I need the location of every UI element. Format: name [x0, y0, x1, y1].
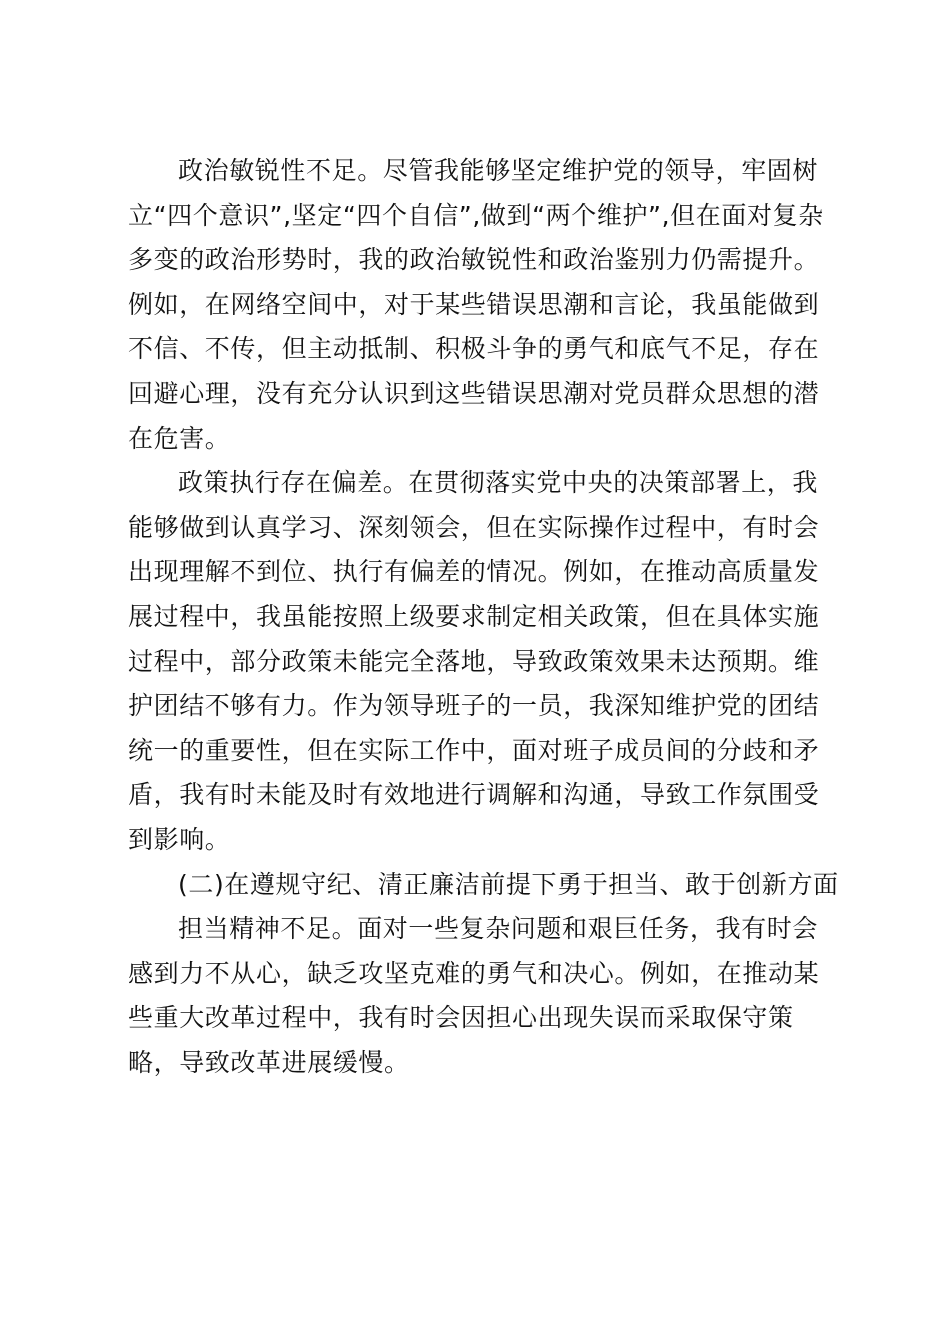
- text-line: 盾，我有时未能及时有效地进行调解和沟通，导致工作氛围受: [128, 780, 820, 810]
- text-line: 统一的重要性，但在实际工作中，面对班子成员间的分歧和矛: [128, 735, 820, 765]
- text-line: 护团结不够有力。作为领导班子的一员，我深知维护党的团结: [128, 691, 820, 721]
- text-line: 不信、不传，但主动抵制、积极斗争的勇气和底气不足，存在: [128, 334, 820, 364]
- text-line: 政治敏锐性不足。尽管我能够坚定维护党的领导，牢固树: [178, 156, 819, 185]
- text-line: 些重大改革过程中，我有时会因担心出现失误而采取保守策: [128, 1003, 794, 1033]
- paragraph-policy-execution: [128, 461, 820, 862]
- paragraph-responsibility: [128, 907, 820, 1085]
- text-line: 能够做到认真学习、深刻领会，但在实际操作过程中，有时会: [128, 512, 820, 542]
- text-line: 展过程中，我虽能按照上级要求制定相关政策，但在具体实施: [128, 601, 820, 631]
- text-line: 回避心理，没有充分认识到这些错误思潮对党员群众思想的潜: [128, 378, 820, 408]
- section-heading-two: [128, 863, 839, 908]
- text-line: 例如，在网络空间中，对于某些错误思潮和言论，我虽能做到: [128, 289, 820, 319]
- section-heading: (二)在遵规守纪、清正廉洁前提下勇于担当、敢于创新方面: [178, 869, 839, 899]
- text-line: 出现理解不到位、执行有偏差的情况。例如，在推动高质量发: [128, 557, 820, 587]
- text-line: 略，导致改革进展缓慢。: [128, 1047, 410, 1077]
- text-line: 立“四个意识”,坚定“四个自信”,做到“两个维护”,但在面对复杂: [128, 200, 824, 230]
- text-line: 感到力不从心，缺乏攻坚克难的勇气和决心。例如，在推动某: [128, 958, 820, 988]
- paragraph-political-sensitivity: [128, 149, 824, 461]
- text-line: 多变的政治形势时，我的政治敏锐性和政治鉴别力仍需提升。: [128, 245, 820, 275]
- text-line: 在危害。: [128, 423, 231, 453]
- text-line: 政策执行存在偏差。在贯彻落实党中央的决策部署上，我: [178, 468, 819, 498]
- text-line: 担当精神不足。面对一些复杂问题和艰巨任务，我有时会: [178, 914, 819, 944]
- document-body: [128, 149, 839, 1085]
- text-line: 过程中，部分政策未能完全落地，导致政策效果未达预期。维: [128, 646, 820, 676]
- text-line: 到影响。: [128, 824, 231, 854]
